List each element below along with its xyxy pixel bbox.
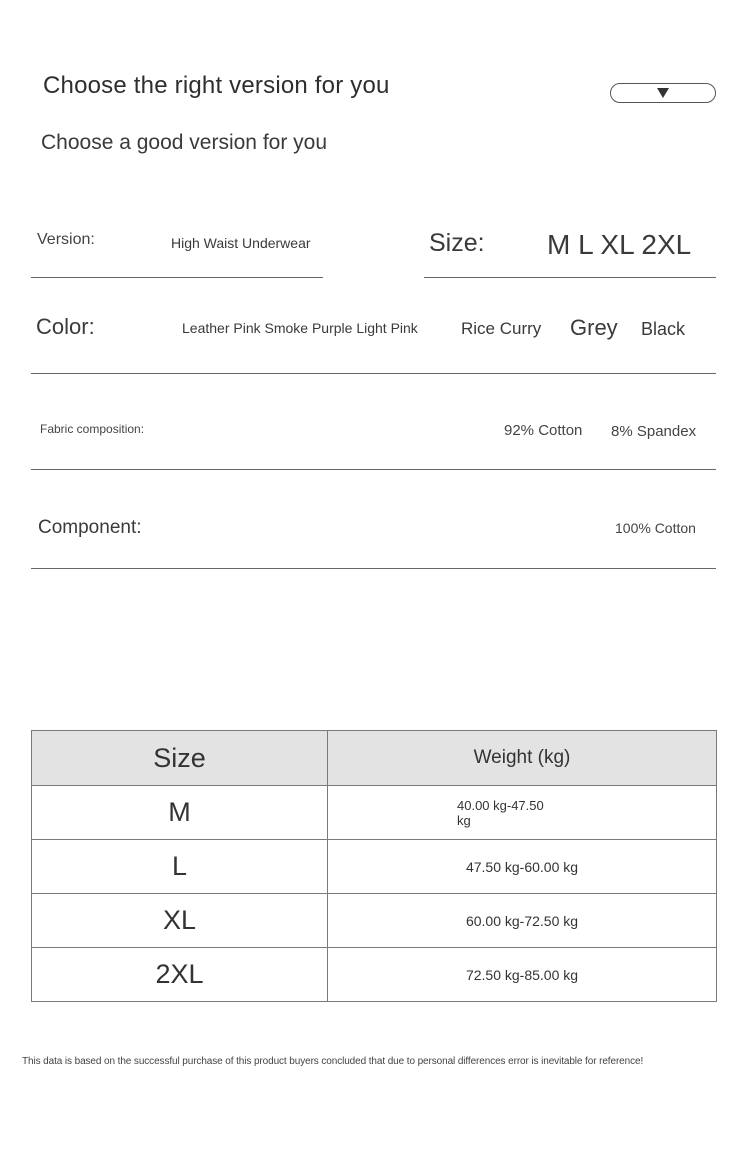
fabric-label: Fabric composition: <box>40 422 145 436</box>
table-header-size: Size <box>32 731 328 786</box>
color-option-pinks: Leather Pink Smoke Purple Light Pink <box>182 320 418 336</box>
table-header-weight: Weight (kg) <box>328 731 717 786</box>
table-cell-weight <box>328 894 717 948</box>
weight-value: 40.00 kg-47.50 kg <box>457 797 544 828</box>
page-title: Choose the right version for you <box>43 72 390 99</box>
table-cell-weight <box>328 948 717 1002</box>
size-value: M L XL 2XL <box>547 229 692 260</box>
version-divider <box>31 277 323 278</box>
table-cell-weight <box>328 840 717 894</box>
weight-value: 47.50 kg-60.00 kg <box>465 858 579 875</box>
version-dropdown-toggle[interactable] <box>610 83 716 103</box>
table-cell-size: 2XL <box>32 948 328 1002</box>
color-option-rice-curry: Rice Curry <box>461 319 542 338</box>
weight-value: 60.00 kg-72.50 kg <box>465 912 579 929</box>
fabric-cotton: 92% Cotton <box>504 422 583 439</box>
table-cell-size: XL <box>32 894 328 948</box>
component-value: 100% Cotton <box>615 520 696 536</box>
size-label: Size: <box>429 229 485 257</box>
table-header-row <box>32 731 717 786</box>
color-divider <box>31 373 716 374</box>
table-cell-size: M <box>32 786 328 840</box>
component-label: Component: <box>38 517 142 538</box>
table-cell-size: L <box>32 840 328 894</box>
footnote: This data is based on the successful purchase of this product buyers concluded that due to personal differences error is inevitable for reference! <box>22 1056 644 1067</box>
fabric-divider <box>31 469 716 470</box>
color-option-grey: Grey <box>570 315 618 340</box>
component-divider <box>31 568 716 569</box>
triangle-down-icon <box>657 88 669 98</box>
version-label: Version: <box>37 231 95 248</box>
page-subtitle: Choose a good version for you <box>41 131 328 154</box>
table-cell-weight <box>328 786 717 840</box>
table-row <box>32 894 717 948</box>
fabric-spandex: 8% Spandex <box>611 423 697 440</box>
table-row <box>32 786 717 840</box>
color-option-black: Black <box>641 319 686 339</box>
weight-value: 72.50 kg-85.00 kg <box>465 966 579 983</box>
color-label: Color: <box>36 314 95 339</box>
table-row <box>32 948 717 1002</box>
size-weight-table <box>31 730 717 1002</box>
table-row <box>32 840 717 894</box>
version-value: High Waist Underwear <box>171 235 311 251</box>
size-divider <box>424 277 716 278</box>
